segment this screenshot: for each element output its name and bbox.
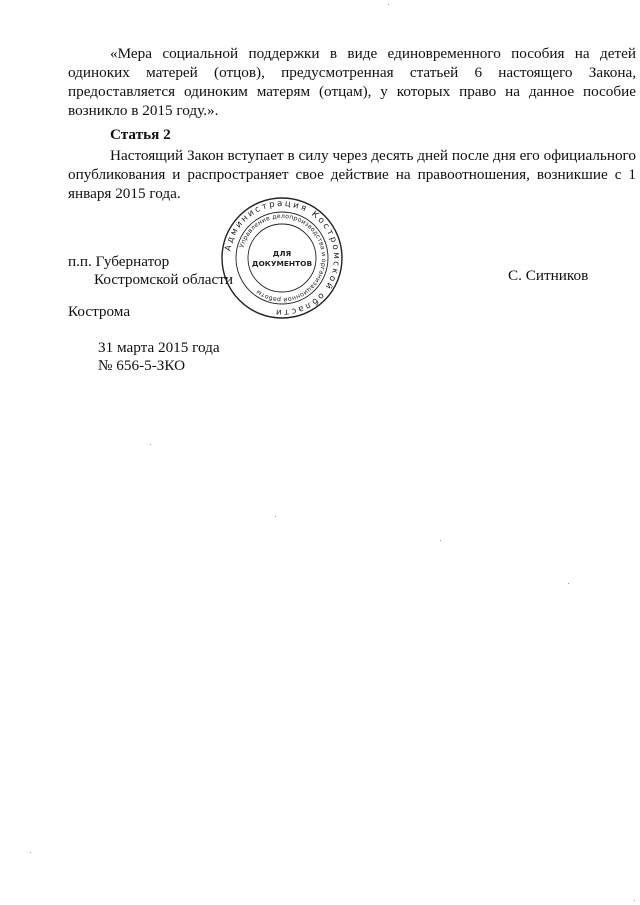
stamp-graphic (220, 196, 344, 320)
stamp-inner-text: Управление делопроизводства и организационной работы (238, 212, 328, 304)
signature-name: С. Ситников (508, 267, 589, 284)
signature-region: Костромской области (94, 271, 234, 288)
scan-speck (634, 900, 635, 901)
official-stamp (220, 196, 344, 320)
scan-speck (568, 583, 569, 584)
scan-speck (30, 852, 31, 853)
article-2-title: Статья 2 (110, 126, 171, 143)
stamp-center-line-2: ДОКУМЕНТОВ (251, 259, 313, 268)
scan-speck (275, 516, 276, 517)
signature-prefix: п.п. Губернатор (68, 253, 170, 270)
scan-speck (150, 444, 151, 445)
stamp-outer-text: Администрация Костромской области (223, 198, 342, 318)
amendment-paragraph: «Мера социальной поддержки в виде единовременного пособия на детей одиноких матерей (отцов), предусмотренная статьей 6 настоящего Закона, предоставляется одиноким матерям (отцам), у которых право на данное пособие возникло в 2015 году.». (68, 45, 636, 119)
stamp-center-line-1: ДЛЯ (272, 249, 292, 258)
law-number: № 656-5-ЗКО (98, 357, 186, 374)
city: Кострома (68, 303, 131, 320)
scan-speck (388, 4, 389, 5)
scan-speck (440, 540, 441, 541)
article-2-text: Настоящий Закон вступает в силу через десять дней после дня его официального опубликования и распространяет свое действие на правоотношения, возникшие с 1 января 2015 года. (68, 147, 636, 202)
signing-date: 31 марта 2015 года (98, 339, 220, 356)
